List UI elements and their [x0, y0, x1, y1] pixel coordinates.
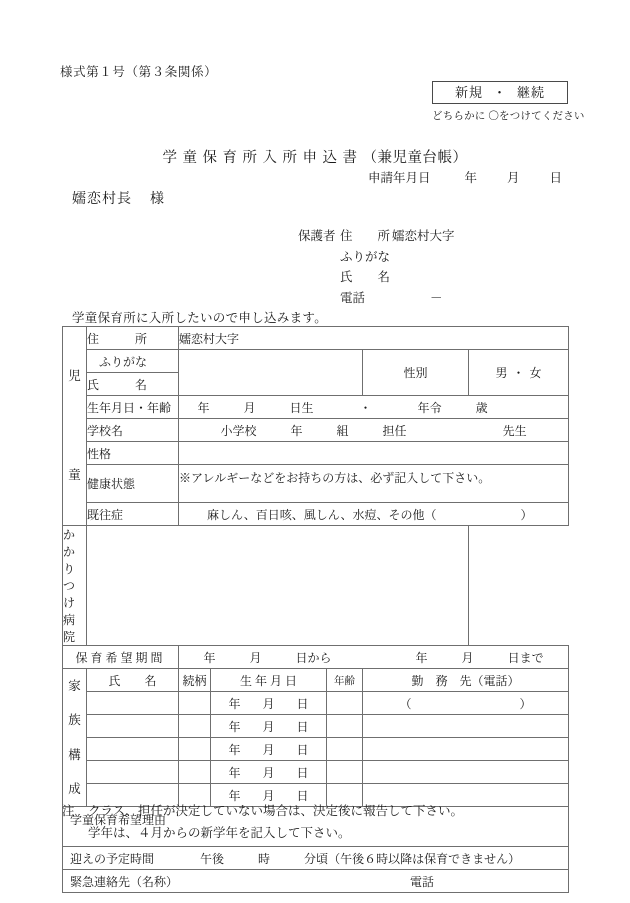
page-title	[0, 146, 630, 167]
child-vertical-label	[63, 327, 87, 526]
family-birth-month-5[interactable]: 月	[262, 788, 275, 803]
new-or-continue-box[interactable]	[432, 81, 568, 104]
table-row-child-history	[63, 503, 569, 526]
title-main: 学童保育所入所申込書	[162, 150, 363, 166]
table-row	[63, 692, 569, 715]
new-option[interactable]: 新規	[454, 85, 483, 100]
family-birth-3[interactable]	[211, 738, 327, 761]
reason-label: 学童保育希望理由	[70, 813, 167, 827]
family-birth-year-2[interactable]: 年	[228, 719, 241, 734]
family-birth-month-1[interactable]: 月	[262, 696, 275, 711]
birth-year[interactable]: 年	[197, 400, 210, 415]
table-row-child-health	[63, 465, 569, 503]
table-row-child-furigana	[63, 350, 569, 373]
family-birth-month-2[interactable]: 月	[262, 719, 275, 734]
application-date-line	[368, 168, 562, 186]
child-health-label: 健康状態	[87, 465, 179, 503]
table-row-pickup	[63, 847, 569, 870]
family-birth-1[interactable]	[211, 692, 327, 715]
school-grade[interactable]: 年	[290, 423, 303, 438]
family-birth-4[interactable]	[211, 761, 327, 784]
family-header-name: 氏 名	[87, 669, 179, 692]
table-row-child-personality	[63, 442, 569, 465]
footnote-line-2	[62, 822, 463, 844]
family-birth-year-3[interactable]: 年	[228, 742, 241, 757]
child-health-value[interactable]	[179, 465, 569, 503]
family-name-1[interactable]	[87, 692, 179, 715]
guardian-address-label: 住 所	[340, 229, 391, 243]
footnotes	[62, 800, 463, 844]
family-name-2[interactable]	[87, 715, 179, 738]
birth-age-unit[interactable]: 歳	[475, 400, 488, 415]
period-from-month[interactable]: 月	[249, 650, 262, 665]
family-age-3[interactable]	[327, 738, 363, 761]
period-to-day[interactable]: 日まで	[507, 650, 544, 665]
guardian-tel-row	[298, 288, 455, 309]
family-relation-3[interactable]	[179, 738, 211, 761]
school-class[interactable]: 組	[336, 423, 349, 438]
school-teacher-label: 担任	[382, 423, 407, 438]
footnote-marker: 注	[62, 804, 75, 818]
child-hospital-value[interactable]	[87, 526, 469, 646]
family-age-1[interactable]	[327, 692, 363, 715]
table-row	[63, 738, 569, 761]
birth-day[interactable]: 日生	[289, 400, 314, 415]
health-allergy-note: ※アレルギーなどをお持ちの方は、必ず記入して下さい。	[179, 471, 491, 485]
family-birth-year-4[interactable]: 年	[228, 765, 241, 780]
family-vertical-label	[63, 669, 87, 807]
family-birth-2[interactable]	[211, 715, 327, 738]
addressee-office: 嬬恋村長	[72, 192, 132, 207]
application-date-year[interactable]: 年	[464, 171, 478, 185]
gender-female-option[interactable]: 女	[529, 366, 542, 380]
birth-separator: ・	[359, 400, 372, 415]
pickup-label: 迎えの予定時間	[70, 851, 155, 866]
period-to-year[interactable]: 年	[415, 650, 428, 665]
child-birth-label: 生年月日・年齢	[87, 396, 179, 419]
family-birth-day-2[interactable]: 日	[296, 719, 309, 734]
footnote-line-1	[62, 800, 463, 822]
family-name-3[interactable]	[87, 738, 179, 761]
family-header-workplace: 勤 務 先（電話）	[363, 669, 569, 692]
footnote-text-2: 学年は、４月からの新学年を記入して下さい。	[88, 826, 351, 840]
guardian-furigana-label: ふりがな	[340, 249, 391, 264]
family-relation-2[interactable]	[179, 715, 211, 738]
family-relation-4[interactable]	[179, 761, 211, 784]
guardian-name-row	[298, 267, 455, 288]
guardian-lead-label: 保護者	[298, 229, 336, 243]
table-row	[63, 761, 569, 784]
child-address-label: 住 所	[87, 327, 179, 350]
title-paren: （兼児童台帳）	[362, 150, 468, 166]
family-age-2[interactable]	[327, 715, 363, 738]
child-label-char-1: 児	[68, 369, 81, 384]
emergency-label: 緊急連絡先（名称）	[70, 874, 179, 889]
pickup-cell[interactable]	[63, 847, 569, 870]
family-birth-month-3[interactable]: 月	[262, 742, 275, 757]
family-label-char-3: 構	[68, 747, 81, 762]
table-row-care-period	[63, 646, 569, 669]
table-row-child-school	[63, 419, 569, 442]
emergency-tel-label[interactable]: 電話	[410, 874, 435, 889]
school-teacher-suffix[interactable]: 先生	[502, 423, 527, 438]
footnote-text-1: クラス、担任が決定していない場合は、決定後に報告して下さい。	[88, 804, 464, 818]
child-gender-options[interactable]	[469, 350, 569, 396]
child-name-label: 氏 名	[87, 373, 179, 396]
care-period-value[interactable]	[179, 646, 569, 669]
pickup-hour[interactable]: 時	[258, 851, 271, 866]
application-date-day[interactable]: 日	[549, 171, 563, 185]
table-row-family-header	[63, 669, 569, 692]
emergency-cell[interactable]	[63, 870, 569, 893]
child-school-value[interactable]	[179, 419, 569, 442]
application-date-label: 申請年月日	[368, 171, 431, 185]
family-birth-day-3[interactable]: 日	[296, 742, 309, 757]
guardian-name-label: 氏 名	[340, 270, 391, 284]
table-row-child-hospital	[63, 526, 569, 646]
family-birth-year-5[interactable]: 年	[228, 788, 241, 803]
school-name-suffix[interactable]: 小学校	[220, 423, 257, 438]
family-birth-day-5[interactable]: 日	[296, 788, 309, 803]
family-birth-month-4[interactable]: 月	[262, 765, 275, 780]
guardian-tel-label: 電話	[340, 290, 366, 305]
child-history-label: 既往症	[87, 503, 179, 526]
birth-age-label: 年令	[417, 400, 442, 415]
gender-male-option[interactable]: 男	[495, 366, 513, 380]
option-separator: ・	[492, 85, 507, 100]
child-gender-label: 性別	[363, 350, 469, 396]
child-hospital-label: かかりつけ病院	[63, 526, 87, 646]
gender-separator: ・	[512, 366, 530, 380]
family-workplace-4[interactable]	[363, 761, 569, 784]
period-from-year[interactable]: 年	[203, 650, 216, 665]
child-name-value[interactable]	[179, 350, 363, 396]
table-row-child-birth	[63, 396, 569, 419]
addressee	[72, 188, 165, 208]
care-period-label: 保育希望期間	[63, 646, 179, 669]
period-to-month[interactable]: 月	[461, 650, 474, 665]
family-workplace-2[interactable]	[363, 715, 569, 738]
family-birth-day-4[interactable]: 日	[296, 765, 309, 780]
family-header-age: 年齢	[327, 669, 363, 692]
guardian-furigana-row	[298, 247, 455, 268]
family-workplace-3[interactable]	[363, 738, 569, 761]
family-age-4[interactable]	[327, 761, 363, 784]
table-row	[63, 715, 569, 738]
pickup-note: （午後６時以降は保育できません）	[328, 851, 521, 866]
child-school-label: 学校名	[87, 419, 179, 442]
family-birth-year-1[interactable]: 年	[228, 696, 241, 711]
family-header-relation: 続柄	[179, 669, 211, 692]
application-date-month[interactable]: 月	[507, 171, 520, 185]
guardian-address-value[interactable]: 嬬恋村大字	[392, 229, 455, 243]
pickup-pm[interactable]: 午後	[200, 851, 225, 866]
family-birth-day-1[interactable]: 日	[296, 696, 309, 711]
pickup-minute[interactable]: 分頃	[304, 851, 329, 866]
child-personality-value[interactable]	[179, 442, 569, 465]
table-row-child-address	[63, 327, 569, 350]
intro-sentence: 学童保育所に入所したいので申し込みます。	[72, 311, 328, 325]
child-address-value[interactable]: 嬬恋村大字	[179, 327, 569, 350]
family-name-4[interactable]	[87, 761, 179, 784]
addressee-honorific: 様	[150, 192, 165, 207]
guardian-block	[298, 226, 455, 308]
family-label-char-4: 成	[68, 781, 81, 796]
guardian-address-row	[298, 226, 455, 247]
family-label-char-1: 家	[68, 679, 81, 694]
form-code: 様式第１号（第３条関係）	[60, 65, 218, 79]
continue-option[interactable]: 継続	[517, 85, 546, 100]
child-history-value[interactable]: 麻しん、百日咳、風しん、水痘、その他（ ）	[179, 503, 569, 526]
period-from-day[interactable]: 日から	[295, 650, 332, 665]
family-label-char-2: 族	[68, 713, 81, 728]
new-or-continue-block	[432, 81, 585, 123]
family-relation-1[interactable]	[179, 692, 211, 715]
child-label-char-2: 童	[68, 468, 81, 483]
child-furigana-label: ふりがな	[87, 350, 179, 373]
child-personality-label: 性格	[87, 442, 179, 465]
guardian-tel-dash[interactable]: －	[430, 290, 443, 305]
family-header-birth: 生 年 月 日	[211, 669, 327, 692]
child-birth-value[interactable]	[179, 396, 569, 419]
circle-instruction: どちらかに 〇をつけてください	[432, 111, 585, 122]
table-row-emergency	[63, 870, 569, 893]
family-workplace-1[interactable]: （ ）	[363, 692, 569, 715]
birth-month[interactable]: 月	[243, 400, 256, 415]
